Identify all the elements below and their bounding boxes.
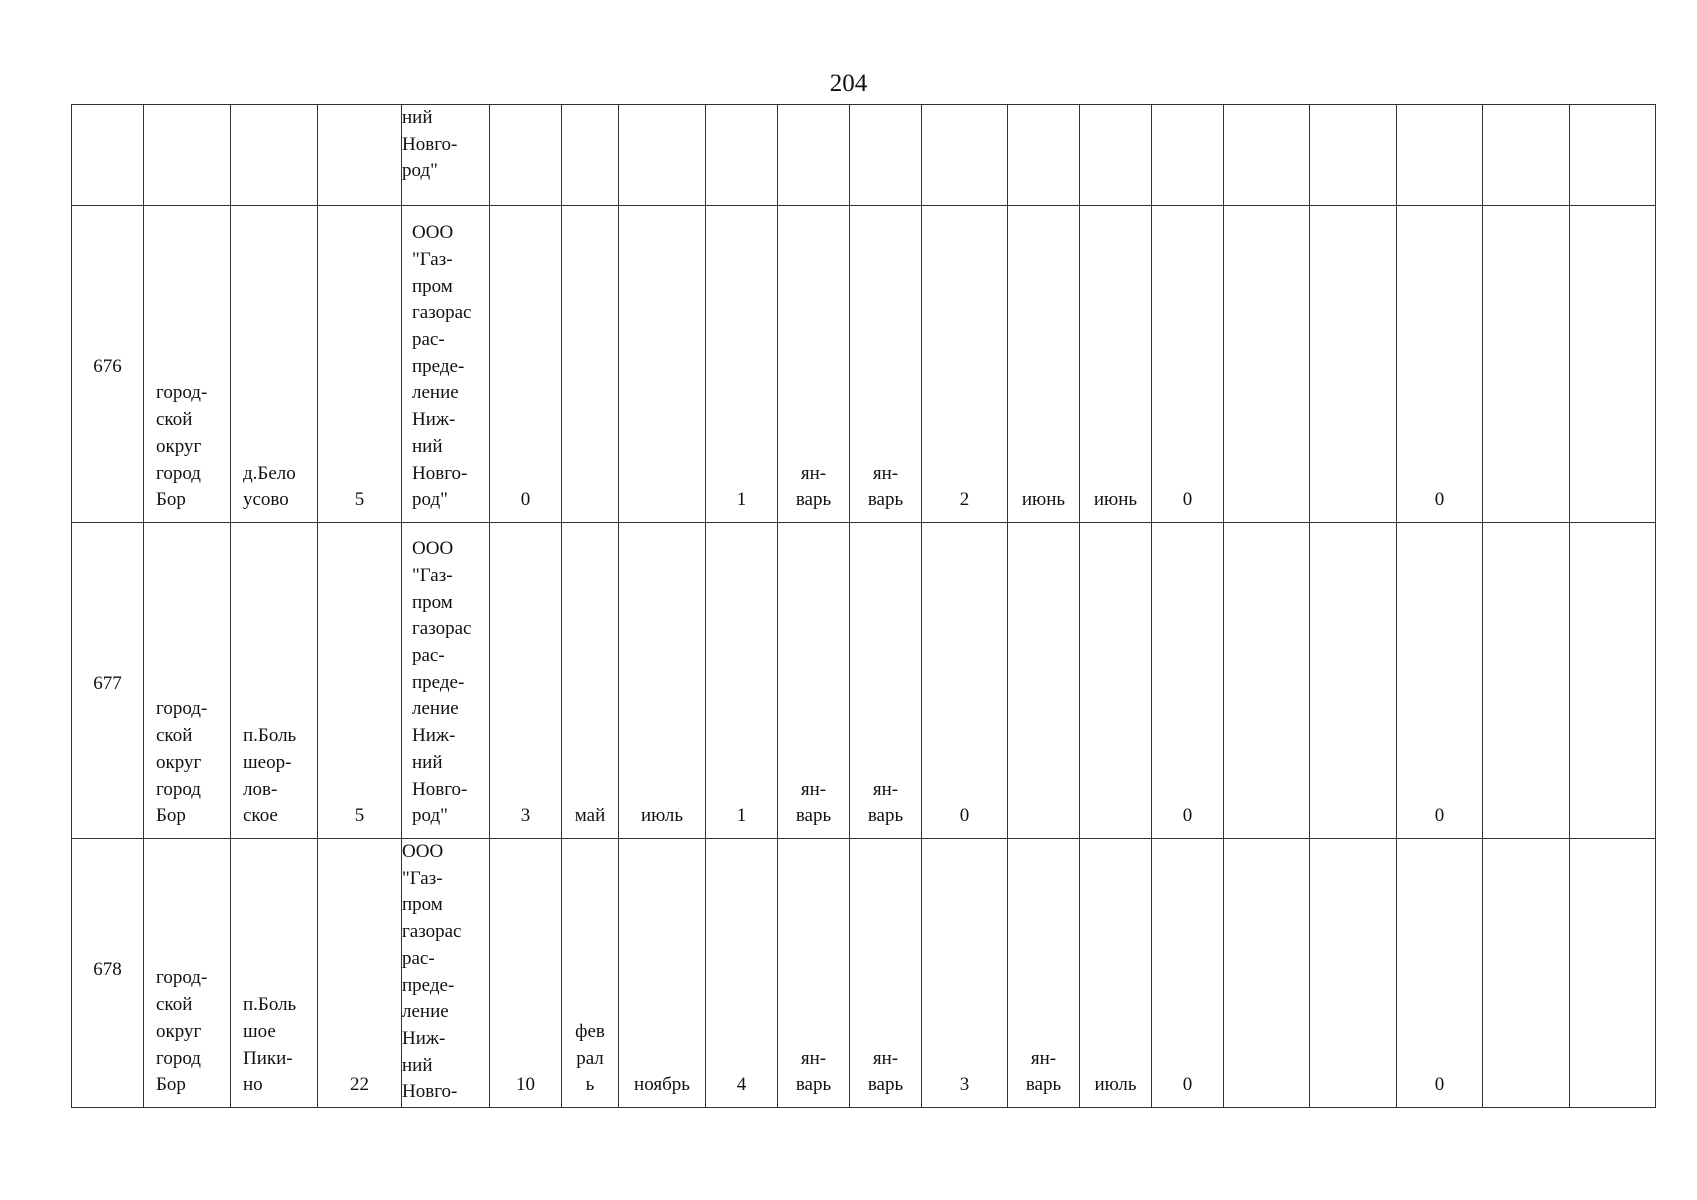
cell-text (1080, 197, 1151, 205)
text-line: ний (412, 751, 443, 773)
cell-text (231, 723, 317, 838)
col-c9-cell (706, 839, 778, 1108)
row-number: 678 (93, 959, 122, 980)
text-line: город- (156, 967, 208, 989)
cell-text (144, 380, 230, 522)
col-c20-cell (1570, 206, 1656, 523)
col-c16-cell (1224, 105, 1310, 206)
text-line: "Газ- (412, 564, 453, 586)
municipality-cell (144, 105, 231, 206)
text-line: варь (1025, 1074, 1062, 1096)
text-line: род" (402, 160, 438, 182)
cell-text (144, 965, 230, 1107)
cell-text (1080, 830, 1151, 838)
col-c12-cell (922, 105, 1008, 206)
cell-text: июль (640, 805, 684, 827)
col-c7-cell (562, 206, 619, 523)
text-line: ний (412, 435, 443, 457)
cell-text: 3 (959, 1074, 970, 1096)
col-c11-cell (850, 523, 922, 839)
cell-text (1483, 830, 1569, 838)
text-line: ян- (872, 462, 899, 484)
cell-text (1310, 197, 1396, 205)
col-c19-cell (1483, 523, 1570, 839)
cell-text (1397, 197, 1482, 205)
col-c18-cell (1397, 523, 1483, 839)
col-c10-cell (778, 839, 850, 1108)
cell-text (1570, 197, 1655, 205)
table-row (72, 523, 1656, 839)
cell-text (562, 197, 618, 205)
text-line: ление (402, 1001, 449, 1023)
cell-text: 22 (350, 1074, 369, 1096)
col-c17-cell (1310, 839, 1397, 1108)
col-c17-cell (1310, 206, 1397, 523)
organization-cell (402, 206, 490, 523)
col-c12-cell (922, 206, 1008, 523)
cell-text (402, 220, 489, 522)
row-number-cell (72, 105, 144, 206)
text-line: варь (795, 1074, 832, 1096)
text-line: ян- (1030, 1047, 1057, 1069)
col-c9-cell (706, 206, 778, 523)
cell-text (1483, 1099, 1569, 1107)
text-line: ской (156, 725, 193, 747)
col-c17-cell (1310, 105, 1397, 206)
text-line: рас- (402, 947, 435, 969)
cell-text (144, 696, 230, 838)
text-line: усово (243, 489, 289, 511)
text-line: Новго- (402, 133, 458, 155)
text-line: пром (412, 591, 453, 613)
col-c13-cell (1008, 105, 1080, 206)
text-line: варь (867, 489, 904, 511)
cell-text: 0 (959, 805, 970, 827)
organization-cell (402, 523, 490, 839)
col-c7-cell (562, 839, 619, 1108)
text-line: ское (243, 805, 278, 827)
col-c17-cell (1310, 523, 1397, 839)
count-cell (318, 206, 402, 523)
cell-text (850, 461, 921, 522)
col-c8-cell (619, 839, 706, 1108)
col-c11-cell (850, 839, 922, 1108)
text-line: Пики- (243, 1047, 293, 1069)
text-line: шое (243, 1020, 276, 1042)
text-line: род" (412, 805, 448, 827)
cell-text (778, 461, 849, 522)
text-line: июнь (1021, 489, 1066, 511)
col-c8-cell (619, 105, 706, 206)
col-c16-cell (1224, 839, 1310, 1108)
cell-text (490, 197, 561, 205)
cell-text: 5 (354, 805, 365, 827)
col-c11-cell (850, 105, 922, 206)
text-line: ян- (872, 1047, 899, 1069)
text-line: ян- (800, 1047, 827, 1069)
col-c6-cell (490, 523, 562, 839)
col-c20-cell (1570, 523, 1656, 839)
cell-text (619, 514, 705, 522)
cell-text (619, 197, 705, 205)
text-line: Ниж- (412, 409, 456, 431)
text-line: пром (412, 275, 453, 297)
col-c7-cell (562, 523, 619, 839)
col-c13-cell (1008, 523, 1080, 839)
cell-text (231, 461, 317, 522)
text-line: род" (412, 489, 448, 511)
col-c13-cell (1008, 839, 1080, 1108)
row-number: 677 (93, 673, 122, 694)
col-c11-cell (850, 206, 922, 523)
col-c6-cell (490, 206, 562, 523)
text-line: ской (156, 409, 193, 431)
row-number-cell (72, 206, 144, 523)
text-line: шеор- (243, 751, 292, 773)
col-c15-cell (1152, 523, 1224, 839)
cell-text (402, 105, 489, 185)
text-line: ян- (872, 778, 899, 800)
col-c20-cell (1570, 105, 1656, 206)
cell-text (562, 803, 618, 838)
col-c12-cell (922, 523, 1008, 839)
count-cell (318, 523, 402, 839)
cell-text (778, 1046, 849, 1107)
col-c19-cell (1483, 105, 1570, 206)
cell-text (318, 197, 401, 205)
text-line: "Газ- (412, 248, 453, 270)
text-line: варь (867, 805, 904, 827)
text-line: п.Боль (243, 994, 297, 1016)
cell-text: 3 (520, 805, 531, 827)
col-c14-cell (1080, 523, 1152, 839)
cell-text: 4 (736, 1074, 747, 1096)
col-c10-cell (778, 206, 850, 523)
count-cell (318, 105, 402, 206)
cell-text (1224, 1099, 1309, 1107)
cell-text: ноябрь (634, 1074, 690, 1096)
text-line: город- (156, 382, 208, 404)
text-line: ь (585, 1074, 595, 1096)
text-line: ян- (800, 462, 827, 484)
text-line: рал (576, 1047, 604, 1069)
row-number-cell (72, 839, 144, 1108)
col-c16-cell (1224, 523, 1310, 839)
text-line: газорас (412, 302, 472, 324)
cell-text (1008, 830, 1079, 838)
text-line: газорас (412, 618, 472, 640)
text-line: май (574, 805, 606, 827)
text-line: ООО (412, 222, 454, 244)
text-line: ление (412, 698, 459, 720)
text-line: преде- (412, 355, 465, 377)
cell-text (1310, 830, 1396, 838)
text-line: Ниж- (402, 1027, 446, 1049)
text-line: город (156, 778, 201, 800)
col-c7-cell (562, 105, 619, 206)
locality-cell (231, 523, 318, 839)
cell-text (1224, 514, 1309, 522)
text-line: д.Бело (243, 462, 296, 484)
cell-text (1570, 830, 1655, 838)
col-c14-cell (1080, 105, 1152, 206)
col-c19-cell (1483, 206, 1570, 523)
text-line: варь (795, 489, 832, 511)
cell-text (231, 992, 317, 1107)
col-c18-cell (1397, 105, 1483, 206)
cell-text: 0 (1182, 805, 1193, 827)
text-line: ООО (402, 841, 444, 862)
cell-text: 5 (354, 489, 365, 511)
text-line: фев (575, 1020, 605, 1042)
col-c15-cell (1152, 839, 1224, 1108)
col-c19-cell (1483, 839, 1570, 1108)
text-line: пром (402, 894, 443, 916)
locality-cell (231, 206, 318, 523)
cell-text: 0 (1182, 1074, 1193, 1096)
page-number: 204 (829, 70, 868, 97)
text-line: город (156, 462, 201, 484)
text-line: преде- (402, 974, 455, 996)
cell-text (1483, 197, 1569, 205)
cell-text: июль (1094, 1074, 1137, 1096)
text-line: Бор (156, 805, 186, 827)
table-row (72, 105, 1656, 206)
text-line: преде- (412, 671, 465, 693)
col-c6-cell (490, 105, 562, 206)
text-line: Ниж- (412, 725, 456, 747)
text-line: Новго- (402, 1081, 458, 1103)
table-row (72, 206, 1656, 523)
row-number: 676 (93, 356, 122, 377)
cell-text (1570, 514, 1655, 522)
text-line: рас- (412, 329, 445, 351)
text-line: округ (156, 751, 202, 773)
col-c9-cell (706, 523, 778, 839)
cell-text (1310, 514, 1396, 522)
cell-text: 0 (1434, 489, 1445, 511)
locality-cell (231, 839, 318, 1108)
organization-cell (402, 839, 490, 1108)
municipality-cell (144, 206, 231, 523)
col-c8-cell (619, 523, 706, 839)
cell-text (562, 1019, 618, 1107)
cell-text (1310, 1099, 1396, 1107)
text-line: ской (156, 994, 193, 1016)
cell-text (850, 1046, 921, 1107)
cell-text: июнь (1093, 489, 1138, 511)
locality-cell (231, 105, 318, 206)
text-line: "Газ- (402, 867, 443, 889)
col-c6-cell (490, 839, 562, 1108)
text-line: рас- (412, 645, 445, 667)
data-table (71, 104, 1656, 1108)
text-line: Новго- (412, 778, 468, 800)
cell-text (1152, 197, 1223, 205)
cell-text (778, 777, 849, 838)
cell-text (1570, 1099, 1655, 1107)
text-line: ление (412, 382, 459, 404)
cell-text: 0 (1434, 1074, 1445, 1096)
cell-text (850, 197, 921, 205)
col-c9-cell (706, 105, 778, 206)
cell-text (1224, 197, 1309, 205)
cell-text (402, 839, 489, 1106)
col-c18-cell (1397, 839, 1483, 1108)
col-c16-cell (1224, 206, 1310, 523)
text-line: варь (867, 1074, 904, 1096)
text-line: п.Боль (243, 725, 297, 747)
cell-text (778, 197, 849, 205)
cell-text (231, 197, 317, 205)
cell-text: 1 (736, 489, 747, 511)
cell-text: 0 (520, 489, 531, 511)
cell-text: 10 (516, 1074, 535, 1096)
col-c14-cell (1080, 839, 1152, 1108)
col-c10-cell (778, 523, 850, 839)
cell-text (706, 197, 777, 205)
text-line: округ (156, 1020, 202, 1042)
cell-text (144, 197, 230, 205)
cell-text (922, 197, 1007, 205)
text-line: город- (156, 698, 208, 720)
text-line: варь (795, 805, 832, 827)
organization-cell (402, 105, 490, 206)
text-line: ян- (800, 778, 827, 800)
text-line: округ (156, 435, 202, 457)
text-line: газорас (402, 921, 462, 943)
cell-text (1224, 830, 1309, 838)
text-line: Новго- (412, 462, 468, 484)
col-c13-cell (1008, 206, 1080, 523)
text-line: ний (402, 1054, 433, 1076)
col-c8-cell (619, 206, 706, 523)
text-line: ний (402, 107, 433, 128)
municipality-cell (144, 839, 231, 1108)
col-c15-cell (1152, 206, 1224, 523)
cell-text: 0 (1434, 805, 1445, 827)
text-line: Бор (156, 1074, 186, 1096)
col-c14-cell (1080, 206, 1152, 523)
col-c18-cell (1397, 206, 1483, 523)
text-line: лов- (243, 778, 278, 800)
table-row (72, 839, 1656, 1108)
cell-text: 1 (736, 805, 747, 827)
row-number-cell (72, 523, 144, 839)
cell-text (1008, 487, 1079, 522)
col-c12-cell (922, 839, 1008, 1108)
cell-text: 2 (959, 489, 970, 511)
col-c15-cell (1152, 105, 1224, 206)
cell-text (402, 536, 489, 838)
cell-text (1483, 514, 1569, 522)
cell-text (1008, 1046, 1079, 1107)
municipality-cell (144, 523, 231, 839)
col-c20-cell (1570, 839, 1656, 1108)
col-c10-cell (778, 105, 850, 206)
text-line: ООО (412, 538, 454, 560)
cell-text (850, 777, 921, 838)
text-line: но (243, 1074, 263, 1096)
text-line: Бор (156, 489, 186, 511)
cell-text (562, 514, 618, 522)
count-cell (318, 839, 402, 1108)
cell-text (1008, 197, 1079, 205)
cell-text: 0 (1182, 489, 1193, 511)
text-line: город (156, 1047, 201, 1069)
